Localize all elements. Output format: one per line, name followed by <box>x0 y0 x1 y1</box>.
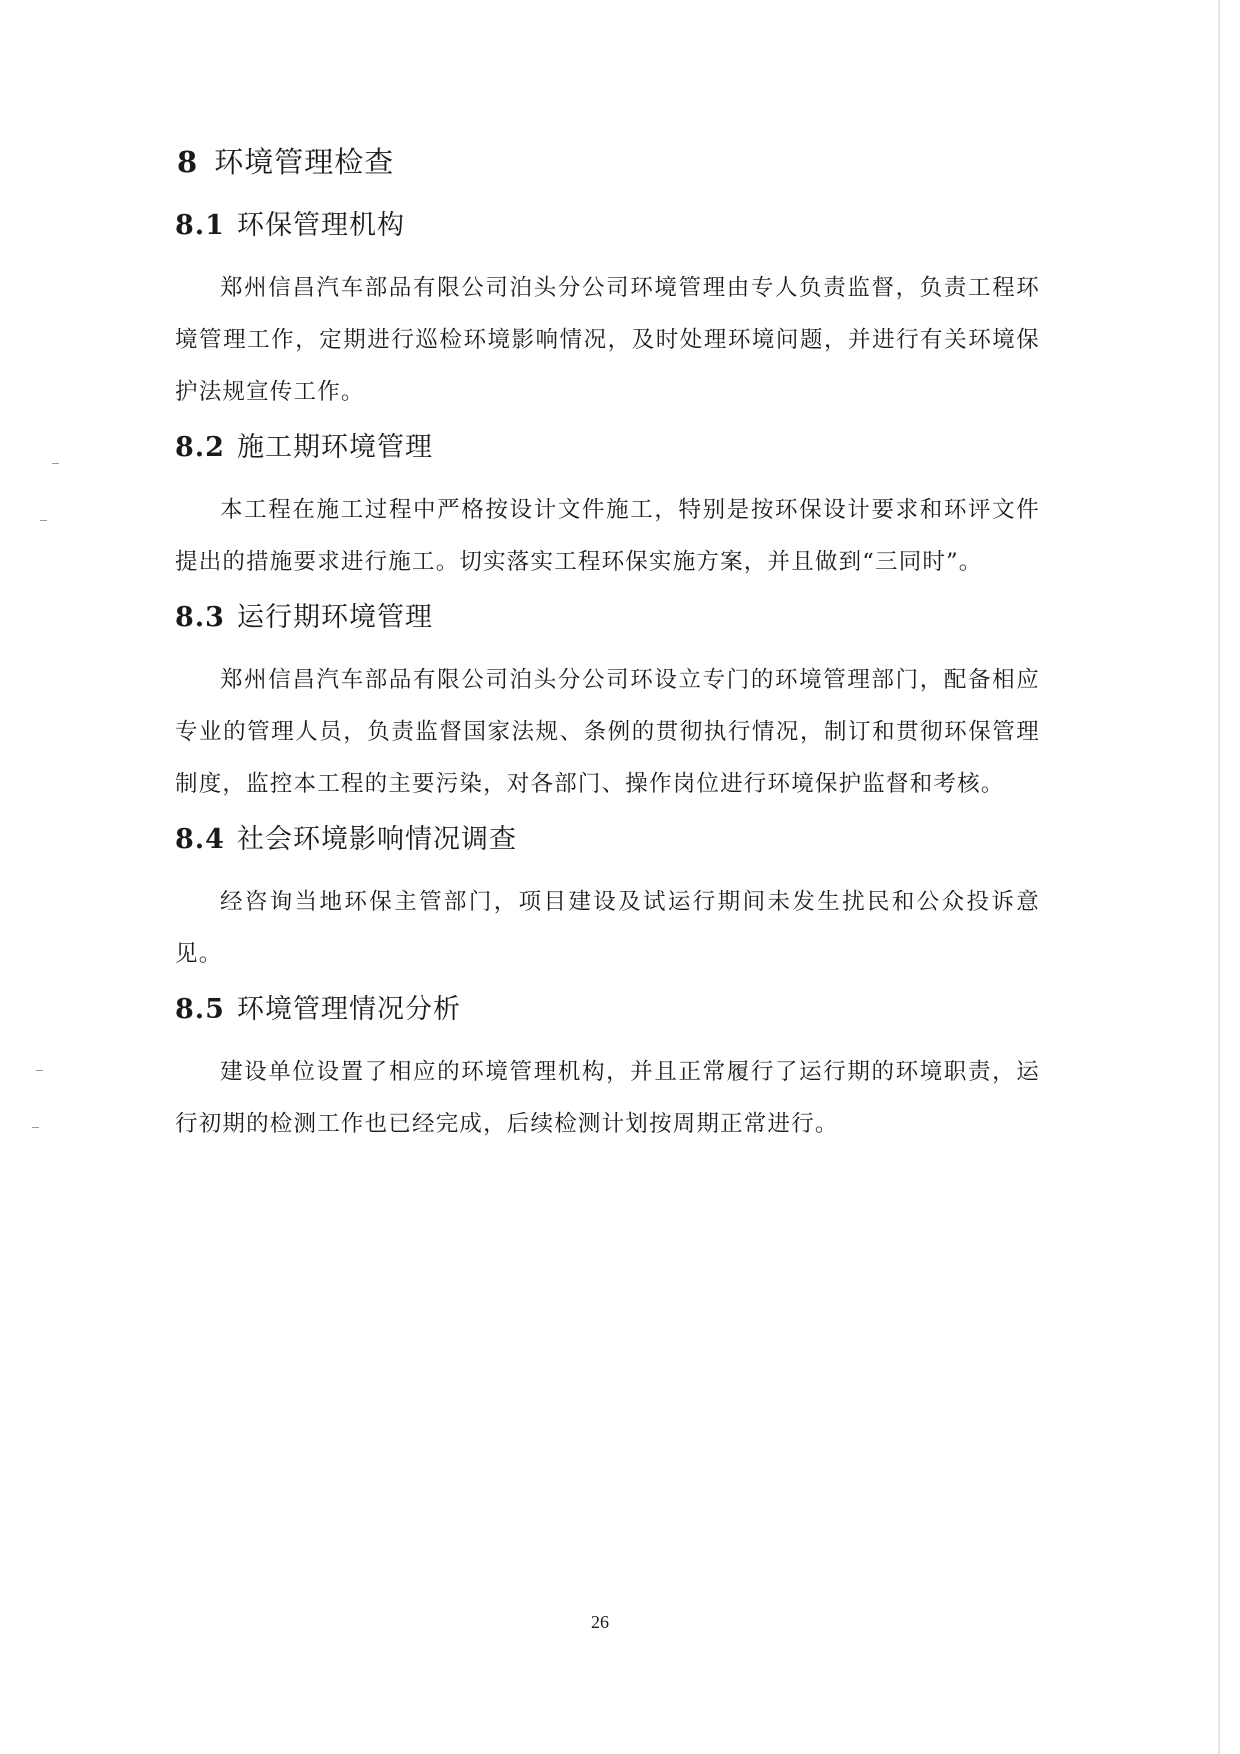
chapter-title: 环境管理检查 <box>214 145 395 179</box>
document-body <box>175 140 1040 1158</box>
scan-edge <box>1218 0 1220 1754</box>
section-title: 社会环境影响情况调查 <box>236 824 517 855</box>
section-paragraph: 郑州信昌汽车部品有限公司泊头分公司环境管理由专人负责监督，负责工程环境管理工作，定期进行巡检环境影响情况，及时处理环境问题，并进行有关环境保护法规宣传工作。 <box>175 275 1040 405</box>
section-title: 环境管理情况分析 <box>236 994 461 1025</box>
chapter-number: 8 <box>177 145 199 179</box>
scan-mark <box>40 520 47 521</box>
section-number: 8.2 <box>175 432 225 463</box>
section-title: 环保管理机构 <box>236 210 405 241</box>
section-heading <box>175 204 1040 248</box>
section-title: 运行期环境管理 <box>236 602 433 633</box>
section-number: 8.4 <box>175 824 225 855</box>
scan-mark <box>52 463 59 464</box>
section-heading <box>175 988 1040 1032</box>
section-number: 8.1 <box>175 210 225 241</box>
section-8-2 <box>175 426 1040 588</box>
scan-mark <box>36 1070 43 1071</box>
section-heading <box>175 596 1040 640</box>
section-title: 施工期环境管理 <box>236 432 433 463</box>
page-number: 26 <box>591 1612 609 1632</box>
section-8-3 <box>175 596 1040 810</box>
section-heading <box>175 426 1040 470</box>
section-paragraph: 郑州信昌汽车部品有限公司泊头分公司环设立专门的环境管理部门，配备相应专业的管理人员，负责监督国家法规、条例的贯彻执行情况，制订和贯彻环保管理制度，监控本工程的主要污染，对各部门、操作岗位进行环境保护监督和考核。 <box>175 667 1040 797</box>
scan-mark <box>32 1127 39 1128</box>
section-paragraph: 建设单位设置了相应的环境管理机构，并且正常履行了运行期的环境职责，运行初期的检测工作也已经完成，后续检测计划按周期正常进行。 <box>175 1059 1040 1137</box>
section-paragraph: 经咨询当地环保主管部门，项目建设及试运行期间未发生扰民和公众投诉意见。 <box>175 889 1040 967</box>
section-paragraph: 本工程在施工过程中严格按设计文件施工，特别是按环保设计要求和环评文件提出的措施要求进行施工。切实落实工程环保实施方案，并且做到“三同时”。 <box>175 497 1040 575</box>
section-8-4 <box>175 818 1040 980</box>
section-8-5 <box>175 988 1040 1150</box>
section-number: 8.3 <box>175 602 225 633</box>
section-heading <box>175 818 1040 862</box>
chapter-heading <box>177 140 1040 184</box>
section-8-1 <box>175 204 1040 418</box>
section-number: 8.5 <box>175 994 225 1025</box>
